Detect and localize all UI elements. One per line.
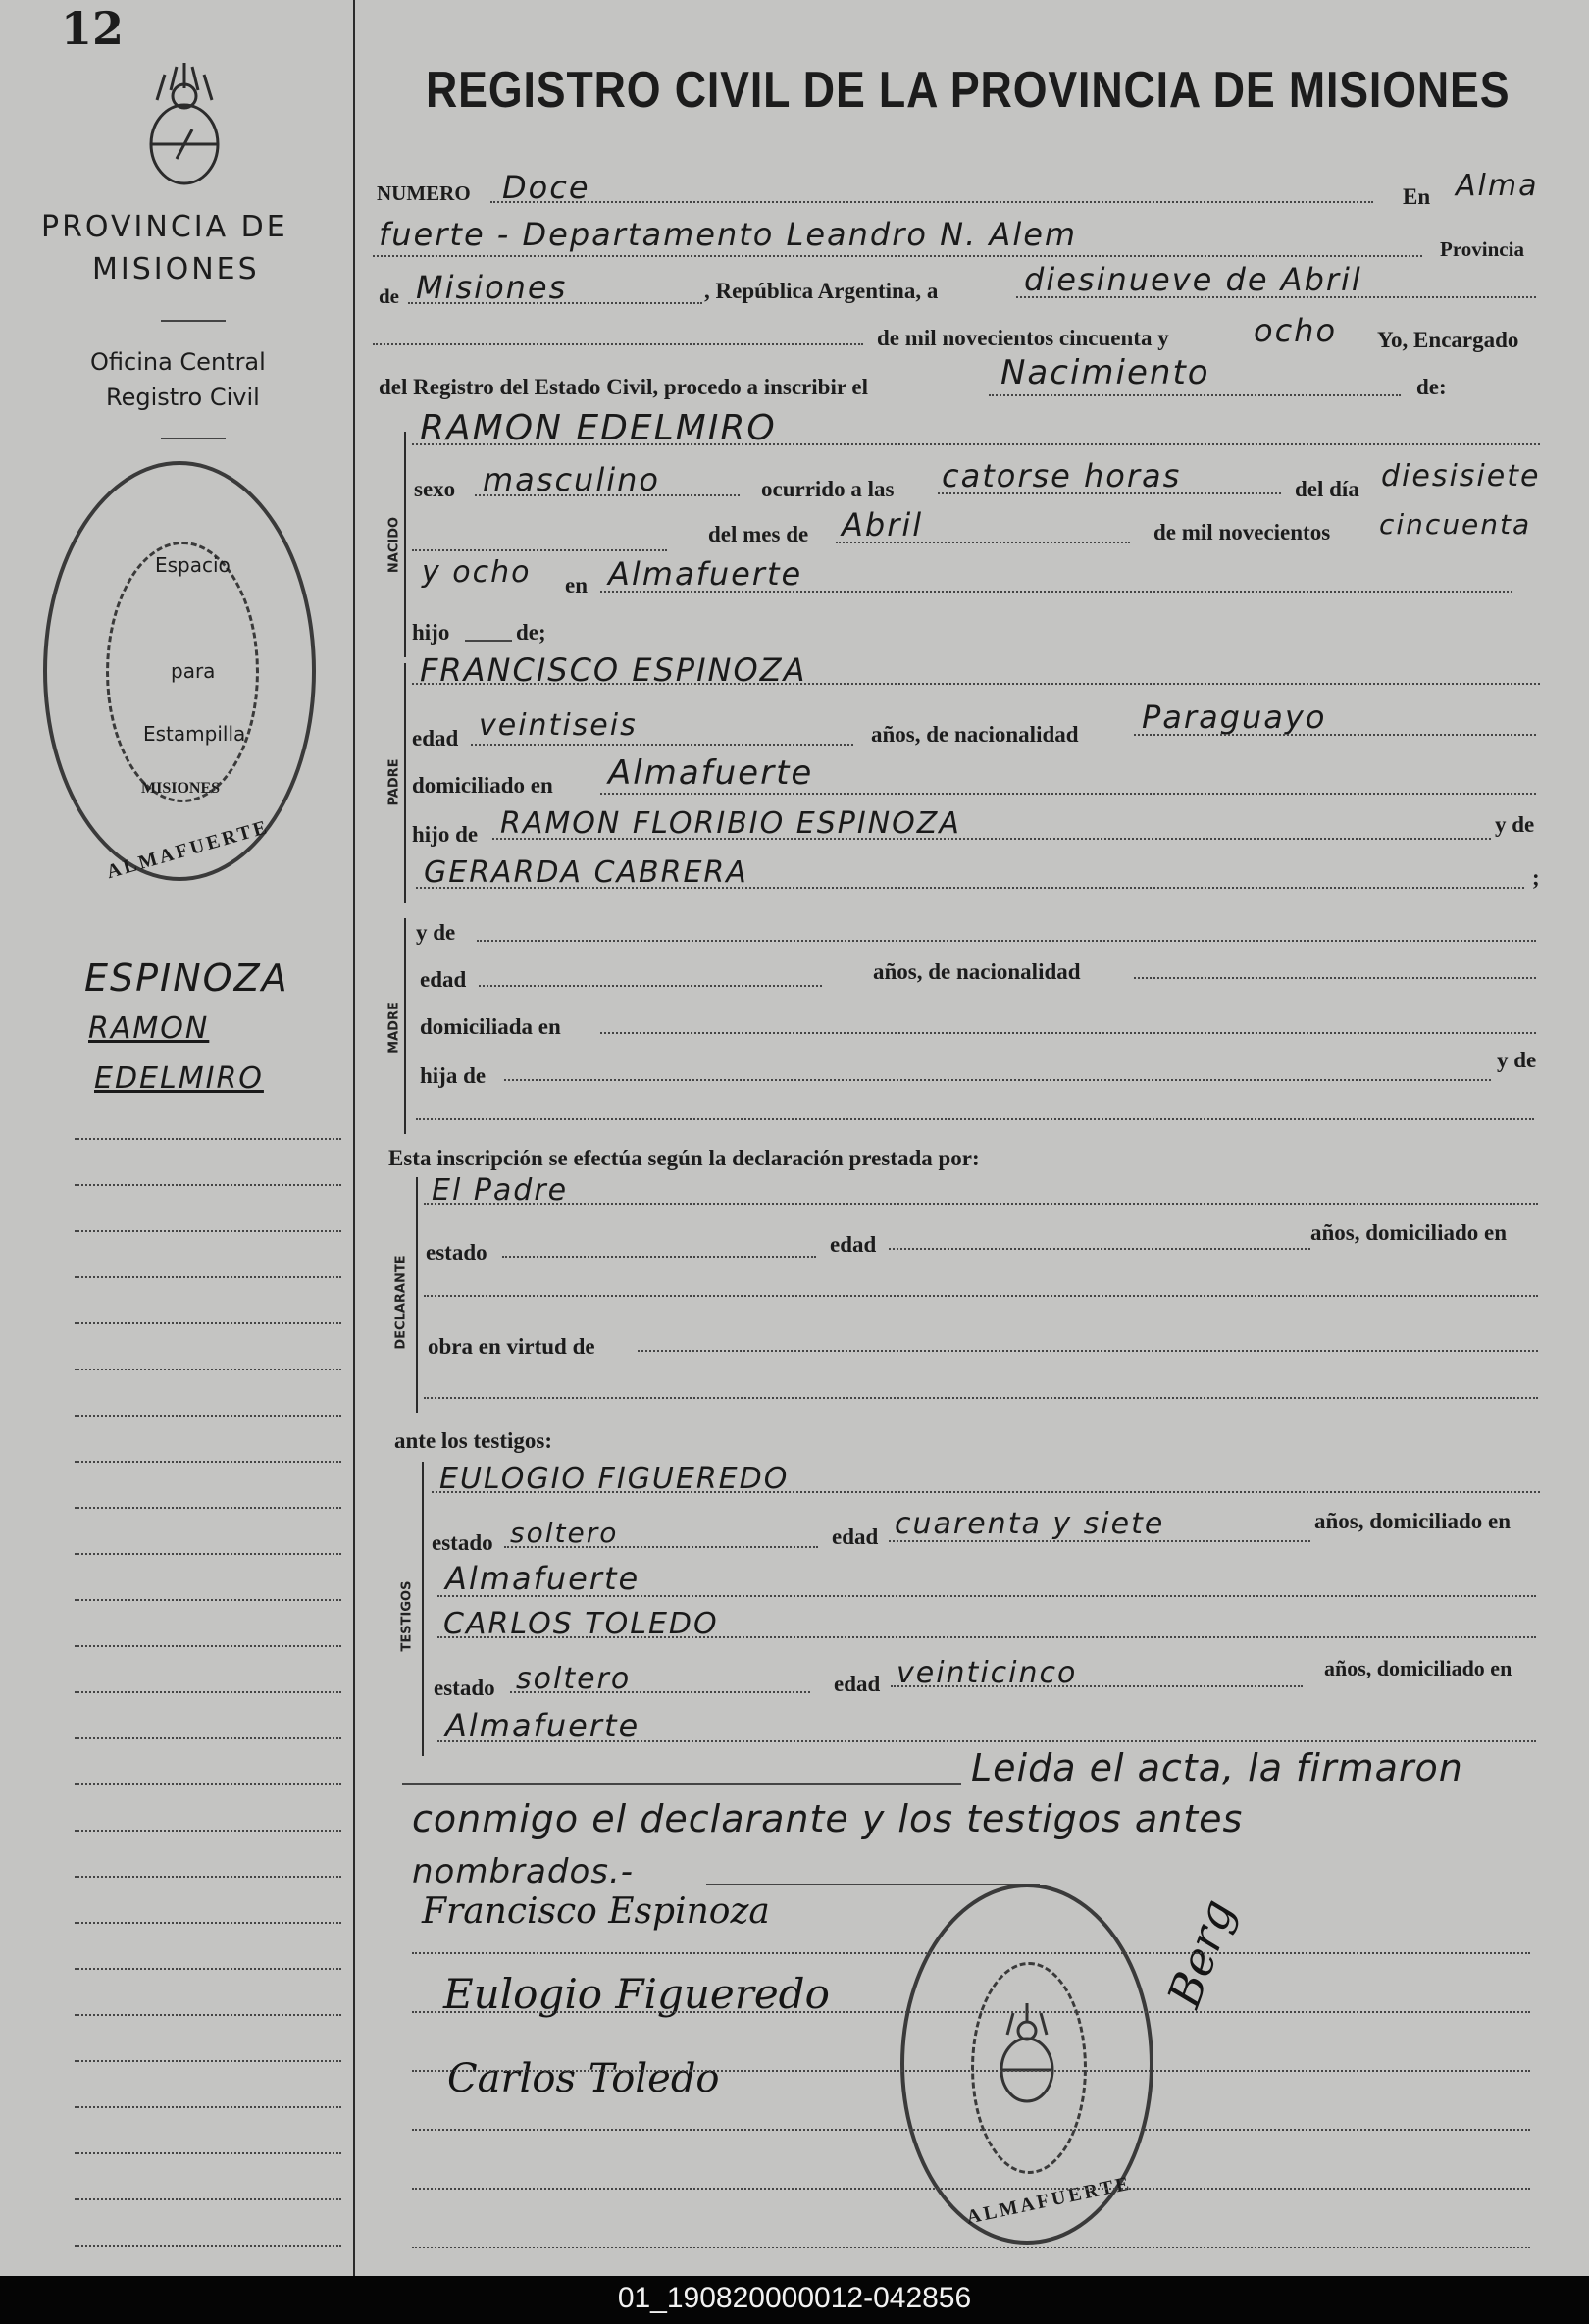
- line-testigo2-domicilio: [437, 1740, 1536, 1742]
- label-anos-nac-madre: años, de nacionalidad: [873, 959, 1081, 984]
- line-padre-hijo-de-b: [416, 887, 1524, 889]
- label-de: de: [379, 284, 399, 308]
- margin-ruled-line: [75, 1461, 341, 1463]
- line-obra-virtud: [638, 1350, 1538, 1352]
- bracket-padre: [404, 663, 406, 903]
- footer-image-code: 01_190820000012-042856: [617, 2282, 972, 2314]
- divider-short-2: [161, 438, 226, 439]
- value-cierre-1: Leida el acta, la firmaron: [971, 1746, 1463, 1789]
- signature-ruled-line: [412, 1952, 1530, 1954]
- side-testigos: TESTIGOS: [399, 1580, 415, 1652]
- signature-ruled-line: [412, 2247, 1530, 2248]
- value-dia: diesisiete: [1381, 459, 1541, 493]
- label-hija-de: hija de: [420, 1063, 487, 1088]
- stamp-space-label: Espacio: [155, 553, 231, 577]
- value-testigo1-nombre: EULOGIO FIGUEREDO: [439, 1462, 790, 1496]
- label-de-mil-nov: de mil novecientos: [1153, 520, 1331, 544]
- line-acto: [989, 394, 1401, 396]
- line-fecha: [1016, 296, 1536, 298]
- line-sexo: [475, 494, 740, 496]
- coat-of-arms-icon: [137, 61, 231, 188]
- value-lugar-nac: Almafuerte: [608, 555, 803, 593]
- bracket-madre: [404, 918, 406, 1134]
- official-stamp-place: ALMAFUERTE: [964, 2172, 1134, 2229]
- label-declaracion: Esta inscripción se efectúa según la declaración prestada por:: [388, 1146, 980, 1170]
- label-provincia: Provincia: [1440, 237, 1524, 261]
- office-sublabel: Registro Civil: [106, 384, 260, 411]
- label-anos-nac-padre: años, de nacionalidad: [871, 722, 1079, 747]
- value-padre-hijo-de-b: GERARDA CABRERA: [424, 855, 748, 890]
- margin-ruled-line: [75, 2106, 341, 2108]
- label-y-de-madre: y de: [1497, 1048, 1537, 1072]
- label-y-de-padre: y de: [1495, 812, 1535, 837]
- margin-ruled-line: [75, 1876, 341, 1878]
- value-sexo: masculino: [483, 461, 660, 498]
- label-hijo: hijo: [412, 620, 450, 645]
- line-madre-hija-de: [504, 1079, 1491, 1081]
- bracket-declarante: [416, 1177, 418, 1413]
- line-testigo1-domicilio: [437, 1595, 1536, 1597]
- label-del-dia: del día: [1295, 477, 1359, 501]
- line-testigo2-edad: [891, 1685, 1303, 1687]
- signature-ruled-line: [412, 2188, 1530, 2190]
- label-edad-padre: edad: [412, 726, 459, 750]
- margin-given-1: RAMON: [88, 1011, 210, 1046]
- value-testigo2-edad: veinticinco: [897, 1656, 1078, 1690]
- label-estado-t1: estado: [432, 1530, 493, 1555]
- margin-ruled-line: [75, 1415, 341, 1417]
- signature-ruled-line: [412, 2129, 1530, 2131]
- value-padre-hijo-de-a: RAMON FLORIBIO ESPINOZA: [500, 806, 961, 841]
- margin-ruled-line: [75, 1553, 341, 1555]
- label-obra-virtud: obra en virtud de: [428, 1334, 595, 1359]
- margin-ruled-line: [75, 1783, 341, 1785]
- margin-ruled-line: [75, 2152, 341, 2154]
- value-testigo2-nombre: CARLOS TOLEDO: [443, 1607, 719, 1641]
- side-nacido: NACIDO: [386, 516, 402, 574]
- label-del-mes: del mes de: [708, 522, 809, 546]
- margin-ruled-line: [75, 1276, 341, 1278]
- line-fecha-cont: [373, 343, 863, 345]
- value-testigo1-estado: soltero: [510, 1517, 619, 1549]
- label-en: En: [1403, 184, 1431, 209]
- line-madre-edad: [479, 985, 822, 987]
- signature-encargado: Berg: [1156, 1891, 1245, 2015]
- value-anio: ocho: [1254, 312, 1338, 349]
- label-de-colon: de:: [1416, 375, 1447, 399]
- label-anos-dom-t1: años, domiciliado en: [1314, 1509, 1512, 1533]
- line-madre-nombre: [477, 940, 1536, 942]
- margin-ruled-line: [75, 1691, 341, 1693]
- value-testigo1-edad: cuarenta y siete: [895, 1507, 1165, 1541]
- margin-given-2: EDELMIRO: [94, 1061, 264, 1096]
- value-provincia: Misiones: [416, 269, 568, 306]
- value-padre-edad: veintiseis: [479, 708, 638, 743]
- signature-ruled-line: [412, 2011, 1530, 2013]
- value-en-b: fuerte - Departamento Leandro N. Alem: [379, 216, 1078, 253]
- margin-ruled-line: [75, 1369, 341, 1370]
- side-madre: MADRE: [386, 1002, 402, 1054]
- signature-testigo-1: Eulogio Figueredo: [443, 1970, 830, 2018]
- line-padre-nacionalidad: [1134, 734, 1536, 736]
- line-testigo2-nombre: [437, 1636, 1536, 1638]
- province-label: PROVINCIA DE: [41, 210, 288, 244]
- value-cierre-2: conmigo el declarante y los testigos antes: [412, 1797, 1244, 1840]
- label-edad-madre: edad: [420, 967, 467, 992]
- line-cierre-1: [402, 1783, 961, 1785]
- value-padre-nombre: FRANCISCO ESPINOZA: [420, 651, 807, 689]
- page-title: REGISTRO CIVIL DE LA PROVINCIA DE MISIONES: [426, 62, 1511, 119]
- label-del-registro: del Registro del Estado Civil, procedo a inscribir el: [379, 375, 868, 399]
- line-testigo1-estado: [504, 1546, 818, 1548]
- stamp-space-label-3: Estampilla: [143, 722, 246, 746]
- signature-testigo-2: Carlos Toledo: [447, 2056, 720, 2101]
- line-padre-domicilio: [600, 793, 1536, 795]
- stamp-place: ALMAFUERTE: [104, 815, 273, 884]
- signature-declarante: Francisco Espinoza: [422, 1891, 770, 1932]
- province-name: MISIONES: [92, 252, 260, 286]
- margin-ruled-line: [75, 2014, 341, 2016]
- bracket-testigos: [422, 1462, 424, 1756]
- signature-ruled-line: [412, 2070, 1530, 2072]
- label-anos-dom-t2: años, domiciliado en: [1324, 1656, 1512, 1680]
- label-de-semicolon: de;: [516, 620, 546, 645]
- value-acto: Nacimiento: [1000, 353, 1210, 392]
- stamp-coat-of-arms-icon: [993, 2001, 1061, 2109]
- line-en: [373, 255, 1422, 257]
- margin-ruled-line: [75, 1737, 341, 1739]
- value-hora: catorse horas: [942, 457, 1182, 494]
- side-declarante: DECLARANTE: [393, 1255, 409, 1350]
- line-hora: [938, 492, 1281, 494]
- value-anio-nac-a: cincuenta: [1379, 508, 1532, 541]
- side-padre: PADRE: [386, 758, 402, 806]
- value-en-a: Alma: [1456, 169, 1539, 203]
- line-madre-nacionalidad: [1134, 977, 1536, 979]
- line-dia-cont: [412, 549, 667, 551]
- line-madre-hija-de-b: [416, 1118, 1534, 1120]
- line-declarante: [424, 1203, 1538, 1205]
- line-provincia: [408, 302, 702, 304]
- value-testigo2-domicilio: Almafuerte: [445, 1707, 641, 1744]
- label-hijo-de-padre: hijo de: [412, 822, 479, 847]
- value-declarante: El Padre: [432, 1173, 569, 1208]
- label-sexo: sexo: [414, 477, 456, 501]
- label-edad-declarante: edad: [830, 1232, 877, 1257]
- line-testigo2-estado: [510, 1691, 810, 1693]
- margin-ruled-line: [75, 1968, 341, 1970]
- label-yo-encargado: Yo, Encargado: [1377, 328, 1519, 352]
- value-padre-domicilio: Almafuerte: [608, 753, 814, 793]
- margin-ruled-line: [75, 1184, 341, 1186]
- value-testigo1-domicilio: Almafuerte: [445, 1560, 641, 1597]
- margin-ruled-line: [75, 1922, 341, 1924]
- margin-ruled-line: [75, 1138, 341, 1140]
- label-domiciliada: domiciliada en: [420, 1014, 561, 1039]
- line-padre-hijo-de-a: [492, 838, 1491, 840]
- label-ocurrido: ocurrido a las: [761, 477, 895, 501]
- margin-ruled-line: [75, 1830, 341, 1832]
- line-nombre: [412, 443, 1540, 445]
- line-padre-edad: [471, 744, 853, 746]
- value-padre-nacionalidad: Paraguayo: [1142, 698, 1327, 736]
- value-anio-nac-b: y ocho: [422, 555, 532, 590]
- line-hijo: [465, 640, 512, 642]
- divider-short: [161, 320, 226, 322]
- value-testigo2-estado: soltero: [516, 1662, 632, 1696]
- label-edad-t2: edad: [834, 1672, 881, 1696]
- margin-surname: ESPINOZA: [84, 956, 289, 1000]
- value-nombre: RAMON EDELMIRO: [420, 408, 777, 448]
- line-testigo1-edad: [889, 1540, 1310, 1542]
- margin-divider: [353, 0, 355, 2276]
- label-edad-t1: edad: [832, 1524, 879, 1549]
- line-obra-virtud-2: [424, 1397, 1538, 1399]
- margin-ruled-line: [75, 1645, 341, 1647]
- label-semicolon-padre: ;: [1532, 865, 1540, 890]
- line-dom-declarante: [424, 1295, 1538, 1297]
- margin-ruled-line: [75, 1507, 341, 1509]
- margin-ruled-line: [75, 2245, 341, 2247]
- value-mes: Abril: [842, 506, 924, 543]
- value-fecha: diesinueve de Abril: [1024, 261, 1362, 298]
- page-number: 12: [61, 2, 125, 55]
- value-numero: Doce: [502, 169, 590, 206]
- bracket-nacido: [404, 432, 406, 657]
- margin-ruled-line: [75, 1230, 341, 1232]
- label-ante-testigos: ante los testigos:: [394, 1428, 552, 1453]
- stamp-misiones: MISIONES: [141, 780, 221, 797]
- label-de-mil: de mil novecientos cincuenta y: [877, 326, 1169, 350]
- label-en-nac: en: [565, 573, 588, 597]
- line-lugar-nac: [600, 591, 1512, 593]
- label-estado-declarante: estado: [426, 1240, 487, 1265]
- line-testigo1-nombre: [432, 1491, 1540, 1493]
- label-y-de-madre-top: y de: [416, 920, 456, 945]
- value-cierre-3: nombrados.-: [412, 1852, 635, 1891]
- line-numero: [490, 201, 1373, 203]
- line-cierre-3: [706, 1884, 1040, 1885]
- line-mes: [836, 542, 1130, 543]
- line-edad-declarante: [889, 1248, 1310, 1250]
- line-padre-nombre: [412, 683, 1540, 685]
- line-estado-declarante: [502, 1256, 816, 1258]
- office-label: Oficina Central: [90, 348, 266, 376]
- stamp-space-label-2: para: [171, 659, 216, 683]
- label-estado-t2: estado: [434, 1676, 495, 1700]
- line-madre-domicilio: [600, 1032, 1536, 1034]
- label-anos-dom-declarante: años, domiciliado en: [1310, 1220, 1508, 1245]
- margin-ruled-line: [75, 2198, 341, 2200]
- label-republica: , República Argentina, a: [704, 279, 939, 303]
- label-numero: NUMERO: [377, 181, 471, 205]
- margin-ruled-line: [75, 2060, 341, 2062]
- margin-ruled-line: [75, 1322, 341, 1324]
- margin-ruled-line: [75, 1599, 341, 1601]
- label-domiciliado-padre: domiciliado en: [412, 773, 553, 798]
